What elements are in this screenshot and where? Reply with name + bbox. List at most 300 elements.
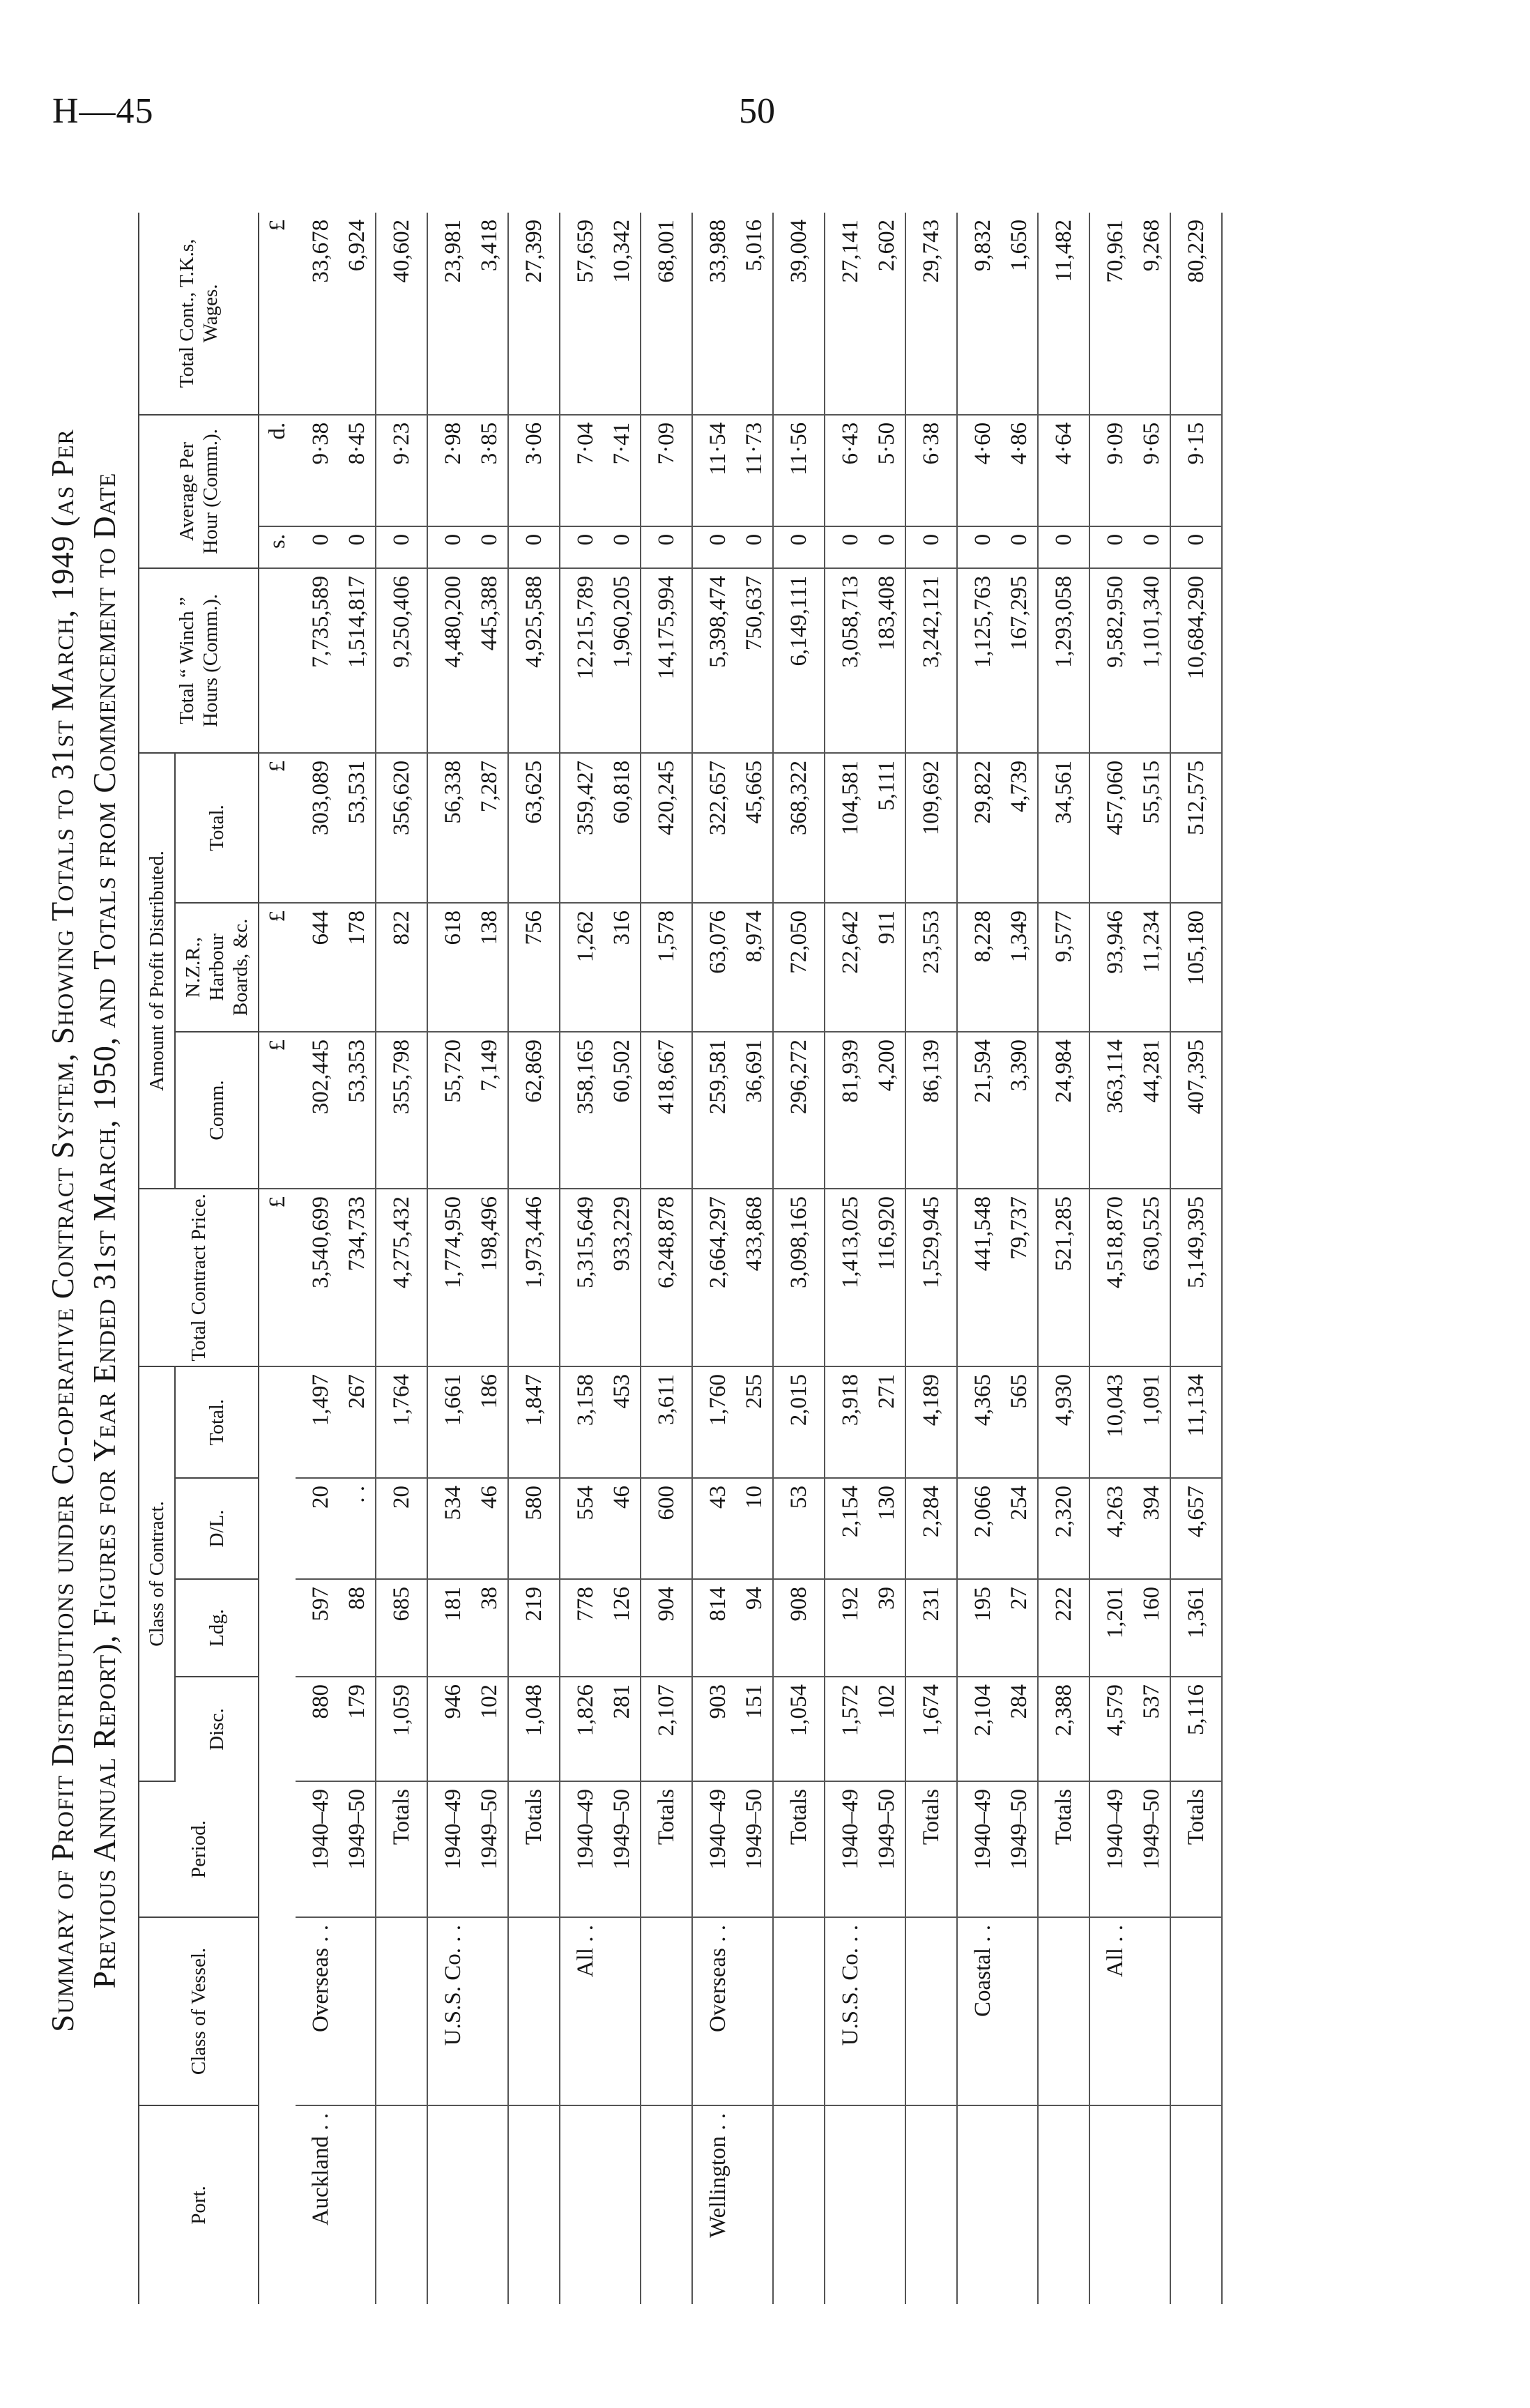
winch-hours-cell: 7,735,589 [296,568,339,753]
totals-row [641,213,692,2304]
comm-profit-cell: 3,390 [1001,1032,1038,1189]
winch-hours-cell: 4,480,200 [427,568,471,753]
shillings-cell: 0 [560,526,604,568]
winch-hours-cell: 445,388 [471,568,508,753]
comm-profit-cell: 296,272 [773,1032,825,1189]
wages-cell: 27,399 [508,213,560,415]
period-cell: 1940–49 [427,1781,471,1917]
port-cell [376,2105,427,2304]
period-cell: Totals [1170,1781,1222,1917]
wages-cell: 70,961 [1089,213,1133,415]
port-cell [736,2105,773,2304]
col-header-ldg: Ldg. [175,1579,259,1677]
table-row [1089,213,1133,2304]
dl-cell: 600 [641,1478,692,1579]
table-row [736,213,773,2304]
profit-total-cell: 457,060 [1089,753,1133,903]
nzr-profit-cell: 9,577 [1038,903,1089,1032]
table-row [869,213,905,2304]
port-cell: Wellington . . [705,2113,730,2238]
period-cell: Totals [508,1781,560,1917]
dl-cell: 554 [560,1478,604,1579]
comm-profit-cell: 60,502 [604,1032,641,1189]
class-total-cell: 1,091 [1133,1366,1170,1478]
comm-profit-cell: 407,395 [1170,1032,1222,1189]
table-row [296,213,339,2304]
ldg-cell: 27 [1001,1579,1038,1677]
pence-cell: 11·73 [736,415,773,526]
contract-price-cell: 79,737 [1001,1189,1038,1366]
class-total-cell: 3,158 [560,1366,604,1478]
unit-pound-wages: £ [259,213,296,415]
wages-cell: 9,832 [957,213,1001,415]
profit-total-cell: 60,818 [604,753,641,903]
totals-row [376,213,427,2304]
comm-profit-cell: 4,200 [869,1032,905,1189]
ldg-cell: 38 [471,1579,508,1677]
ldg-cell: 219 [508,1579,560,1677]
nzr-profit-cell: 22,642 [825,903,869,1032]
units-row [259,213,296,2304]
comm-profit-cell: 363,114 [1089,1032,1133,1189]
vessel-cell [604,1917,641,2105]
class-total-cell: 4,189 [905,1366,957,1478]
dl-cell: 394 [1133,1478,1170,1579]
ldg-cell: 685 [376,1579,427,1677]
comm-profit-cell: 418,667 [641,1032,692,1189]
port-cell [641,2105,692,2304]
class-total-cell: 4,930 [1038,1366,1089,1478]
comm-profit-cell: 302,445 [296,1032,339,1189]
ldg-cell: 222 [1038,1579,1089,1677]
class-total-cell: 1,764 [376,1366,427,1478]
class-total-cell: 11,134 [1170,1366,1222,1478]
period-cell: 1949–50 [339,1781,376,1917]
wages-cell: 10,342 [604,213,641,415]
port-cell [773,2105,825,2304]
disc-cell: 537 [1133,1677,1170,1781]
wages-cell: 11,482 [1038,213,1089,415]
wages-cell: 23,981 [427,213,471,415]
nzr-profit-cell: 72,050 [773,903,825,1032]
vessel-cell [905,1917,957,2105]
disc-cell: 1,826 [560,1677,604,1781]
shillings-cell: 0 [508,526,560,568]
vessel-cell: Coastal . . [957,1917,1001,2105]
contract-price-cell: 630,525 [1133,1189,1170,1366]
shillings-cell: 0 [736,526,773,568]
winch-hours-cell: 167,295 [1001,568,1038,753]
vessel-cell [736,1917,773,2105]
dl-cell: . . [339,1478,376,1579]
wages-cell: 3,418 [471,213,508,415]
table-row [604,213,641,2304]
profit-total-cell: 104,581 [825,753,869,903]
wages-cell: 29,743 [905,213,957,415]
winch-hours-cell: 183,408 [869,568,905,753]
class-total-cell: 1,661 [427,1366,471,1478]
contract-price-cell: 198,496 [471,1189,508,1366]
port-cell [339,2105,376,2304]
class-total-cell: 255 [736,1366,773,1478]
disc-cell: 179 [339,1677,376,1781]
period-cell: Totals [641,1781,692,1917]
contract-price-cell: 1,413,025 [825,1189,869,1366]
shillings-cell: 0 [339,526,376,568]
shillings-cell: 0 [641,526,692,568]
winch-hours-cell: 4,925,588 [508,568,560,753]
col-header-disc: Disc. [175,1677,259,1781]
winch-hours-cell: 1,514,817 [339,568,376,753]
vessel-cell [339,1917,376,2105]
comm-profit-cell: 358,165 [560,1032,604,1189]
contract-price-cell: 1,529,945 [905,1189,957,1366]
dl-cell: 2,154 [825,1478,869,1579]
wages-cell: 2,602 [869,213,905,415]
table-row [1001,213,1038,2304]
pence-cell: 8·45 [339,415,376,526]
nzr-profit-cell: 11,234 [1133,903,1170,1032]
nzr-profit-cell: 1,262 [560,903,604,1032]
wages-cell: 9,268 [1133,213,1170,415]
shillings-cell: 0 [773,526,825,568]
table-row [825,213,869,2304]
disc-cell: 1,572 [825,1677,869,1781]
profit-total-cell: 420,245 [641,753,692,903]
port-cell: Auckland . . [308,2113,333,2226]
comm-profit-cell: 55,720 [427,1032,471,1189]
disc-cell: 903 [692,1677,736,1781]
vessel-cell: All . . [1089,1917,1133,2105]
pence-cell: 7·41 [604,415,641,526]
col-header-winch-hours: Total “ Winch ” Hours (Comm.). [139,568,259,753]
dl-cell: 4,657 [1170,1478,1222,1579]
vessel-cell [641,1917,692,2105]
disc-cell: 2,104 [957,1677,1001,1781]
profit-total-cell: 29,822 [957,753,1001,903]
dl-cell: 2,320 [1038,1478,1089,1579]
nzr-profit-cell: 911 [869,903,905,1032]
col-header-profit: Amount of Profit Distributed. [139,753,175,1189]
profit-total-cell: 359,427 [560,753,604,903]
pence-cell: 4·64 [1038,415,1089,526]
nzr-profit-cell: 756 [508,903,560,1032]
shillings-cell: 0 [957,526,1001,568]
unit-pound-nzr: £ [259,903,296,1032]
port-cell [825,2105,869,2304]
nzr-profit-cell: 618 [427,903,471,1032]
ldg-cell: 904 [641,1579,692,1677]
disc-cell: 880 [296,1677,339,1781]
shillings-cell: 0 [471,526,508,568]
vessel-cell [1001,1917,1038,2105]
comm-profit-cell: 62,869 [508,1032,560,1189]
comm-profit-cell: 81,939 [825,1032,869,1189]
winch-hours-cell: 5,398,474 [692,568,736,753]
class-total-cell: 3,918 [825,1366,869,1478]
contract-price-cell: 734,733 [339,1189,376,1366]
pence-cell: 3·06 [508,415,560,526]
ldg-cell: 1,361 [1170,1579,1222,1677]
totals-row [1170,213,1222,2304]
comm-profit-cell: 24,984 [1038,1032,1089,1189]
nzr-profit-cell: 8,228 [957,903,1001,1032]
class-total-cell: 1,847 [508,1366,560,1478]
period-cell: 1949–50 [1001,1781,1038,1917]
title-line-2: Previous Annual Report), Figures for Year Ended 31st March, 1950, and Totals from Commencement to Date [87,472,122,1989]
winch-hours-cell: 10,684,290 [1170,568,1222,753]
dl-cell: 10 [736,1478,773,1579]
port-cell [957,2105,1001,2304]
vessel-cell [471,1917,508,2105]
comm-profit-cell: 7,149 [471,1032,508,1189]
disc-cell: 151 [736,1677,773,1781]
vessel-cell: All . . [560,1917,604,2105]
profit-total-cell: 322,657 [692,753,736,903]
pence-cell: 4·86 [1001,415,1038,526]
port-cell [471,2105,508,2304]
totals-row [905,213,957,2304]
col-header-dl: D/L. [175,1478,259,1579]
port-cell [1170,2105,1222,2304]
ldg-cell: 814 [692,1579,736,1677]
period-cell: 1949–50 [604,1781,641,1917]
ldg-cell: 94 [736,1579,773,1677]
ldg-cell: 88 [339,1579,376,1677]
profit-total-cell: 45,665 [736,753,773,903]
contract-price-cell: 933,229 [604,1189,641,1366]
nzr-profit-cell: 644 [296,903,339,1032]
vessel-cell [508,1917,560,2105]
ldg-cell: 160 [1133,1579,1170,1677]
table-title [42,192,125,2325]
shillings-cell: 0 [1170,526,1222,568]
profit-total-cell: 4,739 [1001,753,1038,903]
period-cell: Totals [376,1781,427,1917]
disc-cell: 1,059 [376,1677,427,1781]
disc-cell: 281 [604,1677,641,1781]
header-row-1 [139,213,175,2304]
contract-price-cell: 5,315,649 [560,1189,604,1366]
dl-cell: 130 [869,1478,905,1579]
period-cell: Totals [1038,1781,1089,1917]
unit-shillings: s. [259,526,296,568]
pence-cell: 6·38 [905,415,957,526]
class-total-cell: 565 [1001,1366,1038,1478]
table-row [692,213,736,2304]
pence-cell: 9·65 [1133,415,1170,526]
table-body [296,213,1222,2304]
col-header-port: Port. [139,2105,259,2304]
vessel-cell: Overseas . . [692,1917,736,2105]
comm-profit-cell: 86,139 [905,1032,957,1189]
pence-cell: 7·09 [641,415,692,526]
wages-cell: 1,650 [1001,213,1038,415]
contract-price-cell: 3,540,699 [296,1189,339,1366]
class-total-cell: 10,043 [1089,1366,1133,1478]
nzr-profit-cell: 822 [376,903,427,1032]
disc-cell: 284 [1001,1677,1038,1781]
port-cell [1133,2105,1170,2304]
disc-cell: 1,674 [905,1677,957,1781]
period-cell: 1949–50 [736,1781,773,1917]
winch-hours-cell: 750,637 [736,568,773,753]
nzr-profit-cell: 1,578 [641,903,692,1032]
winch-hours-cell: 1,101,340 [1133,568,1170,753]
disc-cell: 102 [869,1677,905,1781]
ldg-cell: 597 [296,1579,339,1677]
page-reference: H—45 [52,91,154,131]
pence-cell: 4·60 [957,415,1001,526]
nzr-profit-cell: 23,553 [905,903,957,1032]
disc-cell: 1,048 [508,1677,560,1781]
table-row [957,213,1001,2304]
comm-profit-cell: 36,691 [736,1032,773,1189]
nzr-profit-cell: 105,180 [1170,903,1222,1032]
profit-total-cell: 34,561 [1038,753,1089,903]
winch-hours-cell: 6,149,111 [773,568,825,753]
disc-cell: 946 [427,1677,471,1781]
winch-hours-cell: 9,582,950 [1089,568,1133,753]
period-cell: 1940–49 [692,1781,736,1917]
shillings-cell: 0 [692,526,736,568]
shillings-cell: 0 [1089,526,1133,568]
col-header-vessel: Class of Vessel. [139,1917,259,2105]
shillings-cell: 0 [1001,526,1038,568]
pence-cell: 9·09 [1089,415,1133,526]
profit-total-cell: 368,322 [773,753,825,903]
table-row [339,213,376,2304]
contract-price-cell: 441,548 [957,1189,1001,1366]
page-header [0,91,1530,153]
wages-cell: 39,004 [773,213,825,415]
col-header-contract-price: Total Contract Price. [139,1189,259,1366]
table-row [471,213,508,2304]
shillings-cell: 0 [1038,526,1089,568]
rotated-content [42,192,1485,2325]
dl-cell: 580 [508,1478,560,1579]
wages-cell: 57,659 [560,213,604,415]
disc-cell: 5,116 [1170,1677,1222,1781]
col-header-class-of-contract: Class of Contract. [139,1366,175,1781]
port-cell [508,2105,560,2304]
ldg-cell: 778 [560,1579,604,1677]
contract-price-cell: 433,868 [736,1189,773,1366]
pence-cell: 5·50 [869,415,905,526]
dl-cell: 254 [1001,1478,1038,1579]
profit-distribution-table [138,213,1223,2304]
winch-hours-cell: 12,215,789 [560,568,604,753]
period-cell: 1949–50 [869,1781,905,1917]
period-cell: Totals [905,1781,957,1917]
table-row [427,213,471,2304]
shillings-cell: 0 [1133,526,1170,568]
dl-cell: 20 [296,1478,339,1579]
contract-price-cell: 2,664,297 [692,1189,736,1366]
nzr-profit-cell: 93,946 [1089,903,1133,1032]
port-cell [604,2105,641,2304]
period-cell: 1949–50 [471,1781,508,1917]
class-total-cell: 267 [339,1366,376,1478]
pence-cell: 3·85 [471,415,508,526]
wages-cell: 68,001 [641,213,692,415]
port-cell [1038,2105,1089,2304]
profit-total-cell: 55,515 [1133,753,1170,903]
dl-cell: 20 [376,1478,427,1579]
nzr-profit-cell: 63,076 [692,903,736,1032]
disc-cell: 2,388 [1038,1677,1089,1781]
contract-price-cell: 521,285 [1038,1189,1089,1366]
shillings-cell: 0 [427,526,471,568]
winch-hours-cell: 3,242,121 [905,568,957,753]
shillings-cell: 0 [869,526,905,568]
col-header-nzr: N.Z.R., Harbour Boards, &c. [175,903,259,1032]
vessel-cell: U.S.S. Co. . . [825,1917,869,2105]
shillings-cell: 0 [296,526,339,568]
col-header-comm: Comm. [175,1032,259,1189]
unit-pound-price: £ [259,1189,296,1366]
winch-hours-cell: 1,960,205 [604,568,641,753]
class-total-cell: 1,760 [692,1366,736,1478]
contract-price-cell: 4,275,432 [376,1189,427,1366]
class-total-cell: 271 [869,1366,905,1478]
comm-profit-cell: 355,798 [376,1032,427,1189]
table-row [560,213,604,2304]
pence-cell: 9·23 [376,415,427,526]
pence-cell: 11·54 [692,415,736,526]
col-header-class-total: Total. [175,1366,259,1478]
totals-row [773,213,825,2304]
pence-cell: 7·04 [560,415,604,526]
port-cell [869,2105,905,2304]
class-total-cell: 453 [604,1366,641,1478]
profit-total-cell: 5,111 [869,753,905,903]
table-row [1133,213,1170,2304]
period-cell: Totals [773,1781,825,1917]
class-total-cell: 4,365 [957,1366,1001,1478]
col-header-profit-total: Total. [175,753,259,903]
wages-cell: 33,988 [692,213,736,415]
vessel-cell [773,1917,825,2105]
vessel-cell [869,1917,905,2105]
ldg-cell: 231 [905,1579,957,1677]
ldg-cell: 908 [773,1579,825,1677]
pence-cell: 11·56 [773,415,825,526]
vessel-cell: Overseas . . [296,1917,339,2105]
unit-pound-total: £ [259,753,296,903]
port-cell [905,2105,957,2304]
profit-total-cell: 7,287 [471,753,508,903]
profit-total-cell: 356,620 [376,753,427,903]
comm-profit-cell: 259,581 [692,1032,736,1189]
class-total-cell: 1,497 [296,1366,339,1478]
unit-pence: d. [259,415,296,526]
pence-cell: 9·15 [1170,415,1222,526]
class-total-cell: 2,015 [773,1366,825,1478]
nzr-profit-cell: 8,974 [736,903,773,1032]
title-line-1: Summary of Profit Distributions under Co-operative Contract System, Showing Totals to 31st March, 1949 (as Per [45,429,80,2032]
vessel-cell [1170,1917,1222,2105]
pence-cell: 6·43 [825,415,869,526]
winch-hours-cell: 14,175,994 [641,568,692,753]
unit-pound-comm: £ [259,1032,296,1189]
period-cell: 1940–49 [1089,1781,1133,1917]
class-total-cell: 186 [471,1366,508,1478]
disc-cell: 2,107 [641,1677,692,1781]
ldg-cell: 1,201 [1089,1579,1133,1677]
port-cell [1089,2105,1133,2304]
contract-price-cell: 3,098,165 [773,1189,825,1366]
